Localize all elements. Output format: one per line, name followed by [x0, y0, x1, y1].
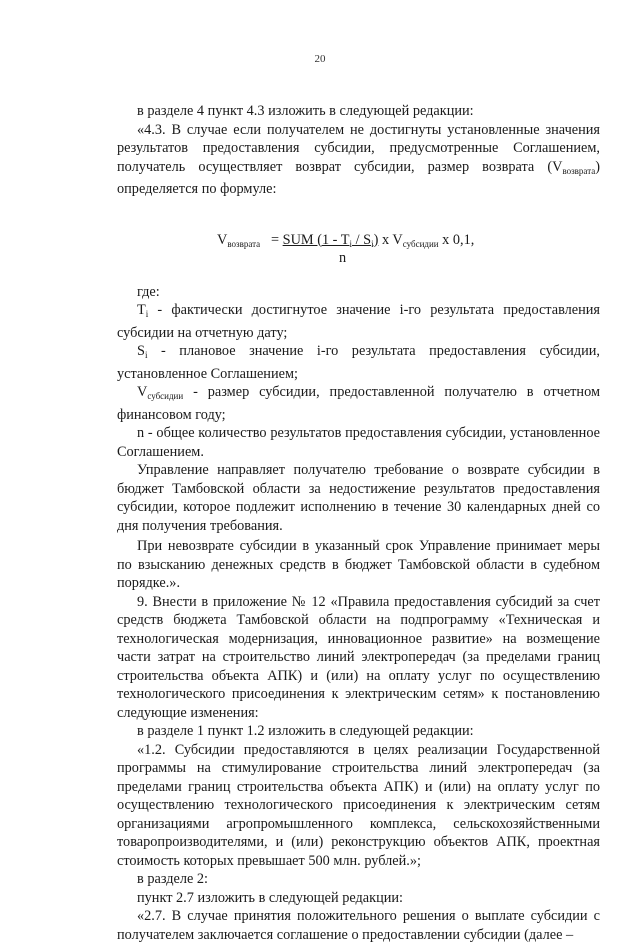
paragraph-section2: в разделе 2:: [137, 871, 209, 887]
refund-formula: [117, 219, 600, 281]
paragraph-court: При невозврате субсидии в указанный срок Управление принимает меры по взысканию денежных средств в бюджет Тамбовской области в судебном порядке.».: [117, 538, 600, 591]
paragraph-4-3: «4.3. В случае если получателем не достигнуты установленные значения результатов предоставления субсидии, предусмотренные Соглашением, получатель осуществляет возврат субсидии, размер возврата $(V_{возврата})$ определяется по формуле:: [117, 121, 600, 197]
paragraph-demand: Управление направляет получателю требование о возврате субсидии в бюджет Тамбовской области за недостижение результатов предоставления субсидии, которое подлежит исполнению в течение 30 календарных дней со дня получения требования.: [117, 462, 600, 534]
paragraph-item-9: 9. Внести в приложение № 12 «Правила предоставления субсидий за счет средств бюджета Тамбовской области на подпрограмму «Техническая и технологическая модернизация, инновационное развитие» на возмещение части затрат на строительство линий электропередач (за пределами границ строительства объекта АПК) и (или) на оплату услуг по осуществлению технологического присоединения к электрическим сетям» к постановлению следующие изменения:: [117, 593, 600, 721]
paragraph-section1-intro: в разделе 1 пункт 1.2 изложить в следующей редакции:: [137, 723, 474, 739]
page-number: 20: [314, 53, 326, 65]
paragraph-section4-intro: в разделе 4 пункт 4.3 изложить в следующей редакции:: [137, 103, 474, 119]
formula-denominator: n: [339, 249, 347, 266]
paragraph-2-7: «2.7. В случае принятия положительного решения о выплате субсидии с получателем заключается соглашение о предоставлении субсидии (далее –: [117, 908, 600, 943]
definition-n: n - общее количество результатов предоставления субсидии, установленное Соглашением.: [117, 425, 600, 460]
definition-s: $S_i$ - плановое значение i-го результата предоставления субсидии, установленное Соглашением;: [117, 343, 600, 382]
where-label: где:: [137, 283, 160, 300]
paragraph-1-2: «1.2. Субсидии предоставляются в целях реализации Государственной программы на стимулирование строительства линий электропередач (за пределами границ строительства объекта АПК) и (или) на оплату услуг по осуществлению технологического присоединения к электрическим сетям организациями агропромышленного комплекса, сельскохозяйственными товаропроизводителями, и (или) реконструкцию объектов АПК, проектная стоимость которых превышает 500 млн. рублей.»;: [117, 741, 600, 869]
definition-v: $V_{субсидии}$ - размер субсидии, предоставленной получателю в отчетном финансовом году;: [117, 384, 600, 423]
formula-numerator: = SUM $(1 - T_i / S_i)$ x $V_{субсидии}$ x 0,1,: [271, 231, 475, 249]
paragraph-2-7-intro: пункт 2.7 изложить в следующей редакции:: [137, 889, 404, 906]
formula-lhs: $V_{возврата}$: [217, 231, 261, 249]
definition-t: $T_i$ - фактически достигнутое значение i-го результата предоставления субсидии на отчетную дату;: [117, 302, 600, 341]
document-body: [117, 102, 600, 944]
